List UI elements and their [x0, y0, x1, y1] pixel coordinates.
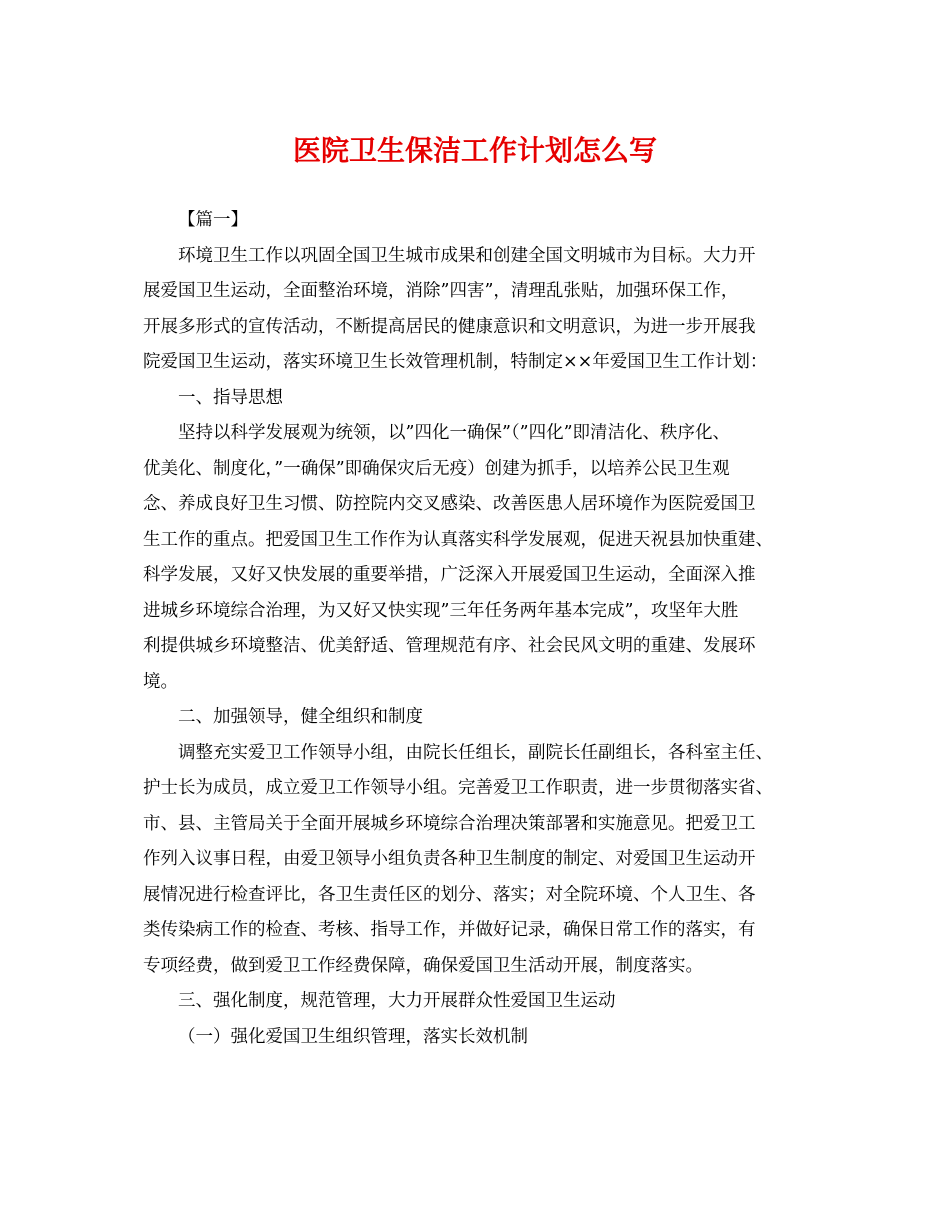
paragraph-line: 环境卫生工作以巩固全国卫生城市成果和创建全国文明城市为目标。大力开 — [178, 245, 756, 266]
paragraph-line: 作列入议事日程，由爱卫领导小组负责各种卫生制度的制定、对爱国卫生运动开 — [143, 849, 756, 869]
paragraph-line: 科学发展，又好又快发展的重要举措，广泛深入开展爱国卫生运动，全面深入推 — [143, 565, 756, 585]
section-heading: 一、指导思想 — [178, 387, 283, 408]
subsection-heading: （一）强化爱国卫生组织管理，落实长效机制 — [178, 1026, 528, 1047]
paragraph-line: 念、养成良好卫生习惯、防控院内交叉感染、改善医患人居环境作为医院爱国卫 — [143, 494, 756, 514]
document-title: 医院卫生保洁工作计划怎么写 — [292, 134, 657, 167]
paragraph-line: 类传染病工作的检查、考核、指导工作，并做好记录，确保日常工作的落实，有 — [143, 920, 756, 940]
section-heading: 三、强化制度，规范管理，大力开展群众性爱国卫生运动 — [178, 991, 616, 1011]
paragraph-line: 利提供城乡环境整洁、优美舒适、管理规范有序、社会民风文明的重建、发展环 — [143, 636, 756, 656]
paragraph-line: 专项经费，做到爱卫工作经费保障，确保爱国卫生活动开展，制度落实。 — [143, 955, 703, 976]
paragraph-line: 开展多形式的宣传活动，不断提高居民的健康意识和文明意识，为进一步开展我 — [143, 316, 756, 337]
paragraph-line: 调整充实爱卫工作领导小组，由院长任组长，副院长任副组长，各科室主任、 — [178, 742, 773, 763]
document-body — [143, 203, 808, 1055]
paragraph-line: 境。 — [143, 671, 178, 692]
paragraph-line: 进城乡环境综合治理，为又好又快实现”三年任务两年基本完成”，攻坚年大胜 — [143, 600, 739, 621]
paragraph-line: 优美化、制度化，”一确保”即确保灾后无疫）创建为抓手，以培养公民卫生观 — [143, 458, 730, 479]
section-heading: 二、加强领导，健全组织和制度 — [178, 707, 423, 727]
section-label: 【篇一】 — [178, 210, 248, 230]
paragraph-line: 市、县、主管局关于全面开展城乡环境综合治理决策部署和实施意见。把爱卫工 — [143, 813, 756, 834]
paragraph-line: 展情况进行检查评比，各卫生责任区的划分、落实；对全院环境、个人卫生、各 — [143, 884, 756, 905]
paragraph-line: 生工作的重点。把爱国卫生工作作为认真落实科学发展观，促进天祝县加快重建、 — [143, 529, 773, 550]
paragraph-line: 护士长为成员，成立爱卫工作领导小组。完善爱卫工作职责，进一步贯彻落实省、 — [143, 778, 773, 798]
paragraph-line: 院爱国卫生运动，落实环境卫生长效管理机制，特制定××年爱国卫生工作计划： — [143, 352, 768, 372]
paragraph-line: 坚持以科学发展观为统领，以”四化一确保”（”四化”即清洁化、秩序化、 — [178, 423, 731, 443]
paragraph-line: 展爱国卫生运动，全面整治环境，消除”四害”，清理乱张贴，加强环保工作， — [143, 281, 739, 301]
